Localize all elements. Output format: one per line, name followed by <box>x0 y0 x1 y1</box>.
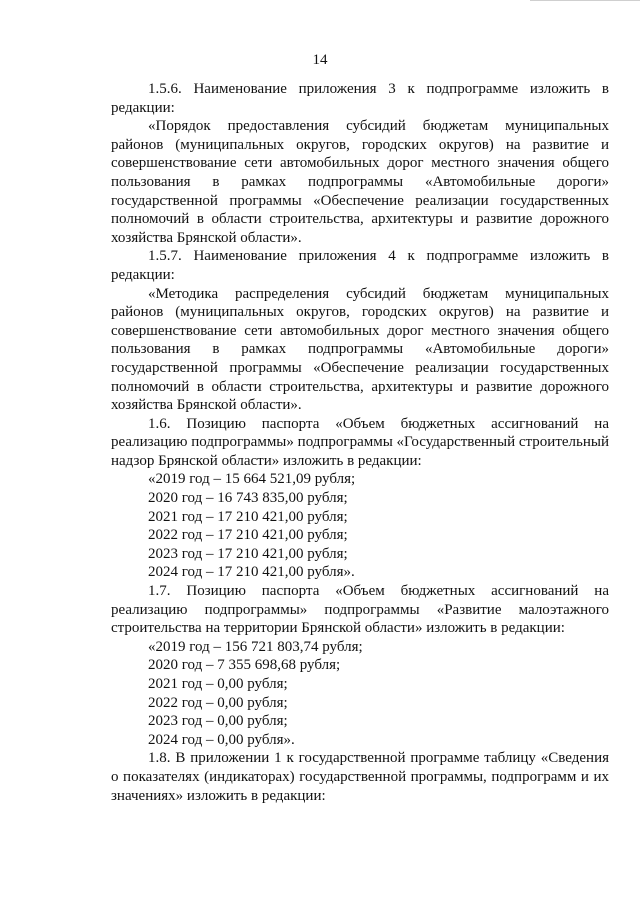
scan-edge-mark <box>530 0 640 4</box>
paragraph-appendix-3-title: «Порядок предоставления субсидий бюджетам муниципальных районов (муниципальных округов, городских округов) на развитие и совершенствование сети автомобильных дорог местного значения общего пользования в рамках подпрограммы «Автомобильные дороги» государственной программы «Обеспечение реализации государственных полномочий в области строительства, архитектуры и развитие дорожного хозяйства Брянской области». <box>111 118 609 246</box>
budget-line-2021-a: 2021 год – 17 210 421,00 рубля; <box>148 508 348 525</box>
paragraph-appendix-4-title: «Методика распределения субсидий бюджетам муниципальных районов (муниципальных округов, городских округов) на развитие и совершенствование сети автомобильных дорог местного значения общего пользования в рамках подпрограммы «Автомобильные дороги» государственной программы «Обеспечение реализации государственных полномочий в области строительства, архитектуры и развитие дорожного хозяйства Брянской области». <box>111 285 609 414</box>
budget-line-2024-a: 2024 год – 17 210 421,00 рубля». <box>148 564 355 581</box>
paragraph-1-7: 1.7. Позицию паспорта «Объем бюджетных ассигнований на реализацию подпрограммы» подпрограммы «Развитие малоэтажного строительства на территории Брянской области» изложить в редакции: <box>111 583 609 637</box>
paragraph-1-8: 1.8. В приложении 1 к государственной программе таблицу «Сведения о показателях (индикаторах) государственной программы, подпрограмм и их значениях» изложить в редакции: <box>111 750 609 804</box>
document-body <box>111 80 609 805</box>
paragraph-1-5-7: 1.5.7. Наименование приложения 4 к подпрограмме изложить в редакции: <box>111 248 609 283</box>
budget-line-2022-a: 2022 год – 17 210 421,00 рубля; <box>148 527 348 544</box>
budget-line-2019-b: «2019 год – 156 721 803,74 рубля; <box>148 638 363 655</box>
budget-line-2024-b: 2024 год – 0,00 рубля». <box>148 731 295 748</box>
paragraph-1-5-6: 1.5.6. Наименование приложения 3 к подпрограмме изложить в редакции: <box>111 81 609 116</box>
page-number: 14 <box>312 52 328 68</box>
budget-line-2022-b: 2022 год – 0,00 рубля; <box>148 694 288 711</box>
budget-line-2019-a: «2019 год – 15 664 521,09 рубля; <box>148 471 356 488</box>
budget-line-2020-b: 2020 год – 7 355 698,68 рубля; <box>148 657 341 674</box>
budget-line-2021-b: 2021 год – 0,00 рубля; <box>148 676 288 692</box>
budget-line-2023-b: 2023 год – 0,00 рубля; <box>148 713 288 730</box>
budget-line-2020-a: 2020 год – 16 743 835,00 рубля; <box>148 490 348 507</box>
paragraph-1-6: 1.6. Позицию паспорта «Объем бюджетных ассигнований на реализацию подпрограммы» подпрограммы «Государственный строительный надзор Брянской области» изложить в редакции: <box>111 415 609 469</box>
budget-line-2023-a: 2023 год – 17 210 421,00 рубля; <box>148 545 348 562</box>
